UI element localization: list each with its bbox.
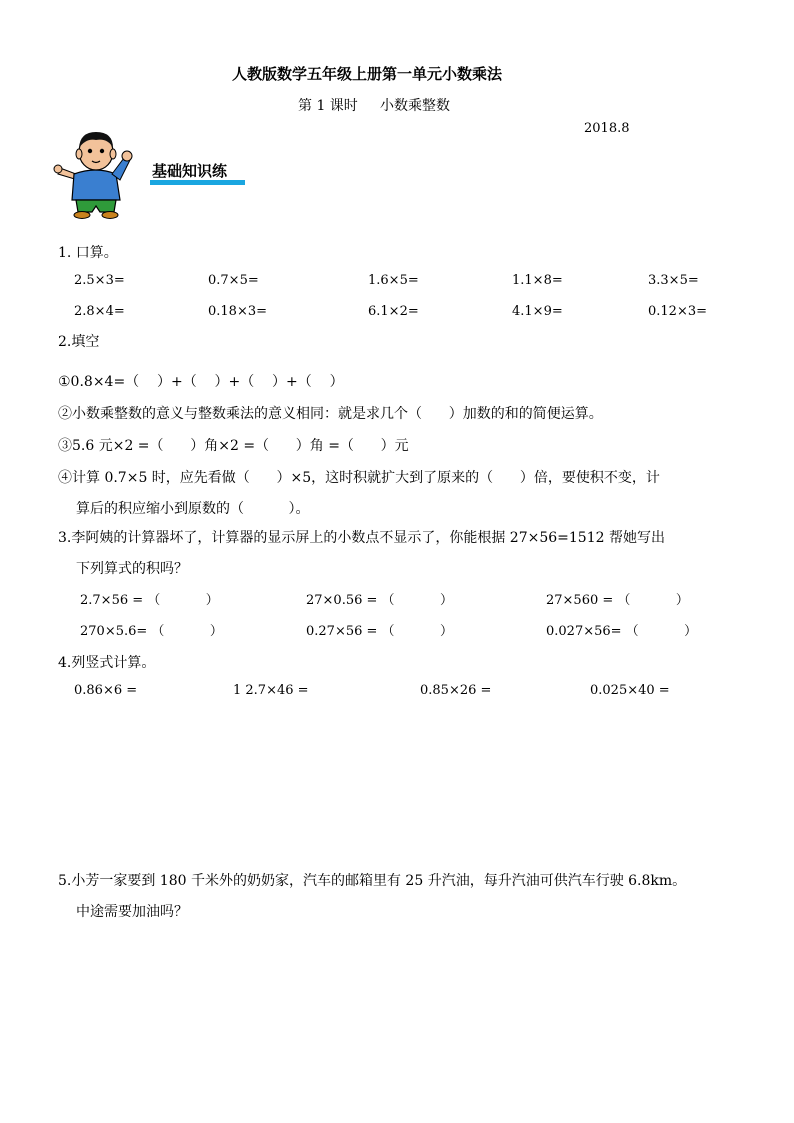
q4-item: 0.025×40 = [590, 683, 670, 698]
q2-item: 算后的积应缩小到原数的（ ）。 [76, 501, 310, 517]
q3-item: 0.27×56 = （ ） [306, 624, 453, 639]
q1-item: 0.7×5= [208, 273, 259, 288]
q4-item: 0.86×6 = [74, 683, 138, 698]
q2-item: ①0.8×4=（ ）+（ ）+（ ）+（ ） [58, 374, 344, 390]
worksheet-title: 人教版数学五年级上册第一单元小数乘法 [232, 65, 503, 83]
q3-item: 27×560 = （ ） [546, 593, 689, 608]
q1-item: 3.3×5= [648, 273, 699, 288]
q1-item: 1.1×8= [512, 273, 563, 288]
boy-mascot-icon [50, 128, 142, 220]
q3-item: 2.7×56 = （ ） [80, 593, 219, 608]
q4-heading: 4.列竖式计算。 [58, 655, 156, 671]
q1-item: 4.1×9= [512, 304, 563, 319]
q5-text: 5.小芳一家要到 180 千米外的奶奶家，汽车的邮箱里有 25 升汽油，每升汽油可供汽车行驶 6.8km。 [58, 873, 687, 889]
q4-item: 1 2.7×46 = [233, 683, 309, 698]
date-label: 2018.8 [584, 121, 630, 136]
q2-heading: 2.填空 [58, 334, 100, 350]
lesson-subtitle: 第 1 课时 小数乘整数 [298, 98, 451, 114]
q5-text-cont: 中途需要加油吗？ [76, 904, 188, 920]
q1-item: 6.1×2= [368, 304, 419, 319]
q2-item: ③5.6 元×2 =（ ）角×2 =（ ）角 =（ ）元 [58, 438, 409, 454]
q2-item: ④计算 0.7×5 时，应先看做（ ）×5，这时积就扩大到了原来的（ ）倍，要使积不变，计 [58, 470, 660, 486]
q4-item: 0.85×26 = [420, 683, 492, 698]
q1-item: 2.8×4= [74, 304, 125, 319]
q1-item: 2.5×3= [74, 273, 125, 288]
section-label: 基础知识练 [152, 162, 228, 180]
q2-item: ②小数乘整数的意义与整数乘法的意义相同：就是求几个（ ）加数的和的简便运算。 [58, 406, 603, 422]
q3-heading: 3.李阿姨的计算器坏了，计算器的显示屏上的小数点不显示了，你能根据 27×56=1512 帮她写出 [58, 530, 665, 546]
q1-item: 0.18×3= [208, 304, 268, 319]
q3-item: 270×5.6= （ ） [80, 624, 223, 639]
q3-item: 0.027×56= （ ） [546, 624, 698, 639]
q1-heading: 1. 口算。 [58, 245, 118, 261]
q3-heading-cont: 下列算式的积吗？ [76, 561, 188, 577]
q3-item: 27×0.56 = （ ） [306, 593, 453, 608]
q1-item: 0.12×3= [648, 304, 708, 319]
section-underline [150, 180, 245, 185]
q1-item: 1.6×5= [368, 273, 419, 288]
